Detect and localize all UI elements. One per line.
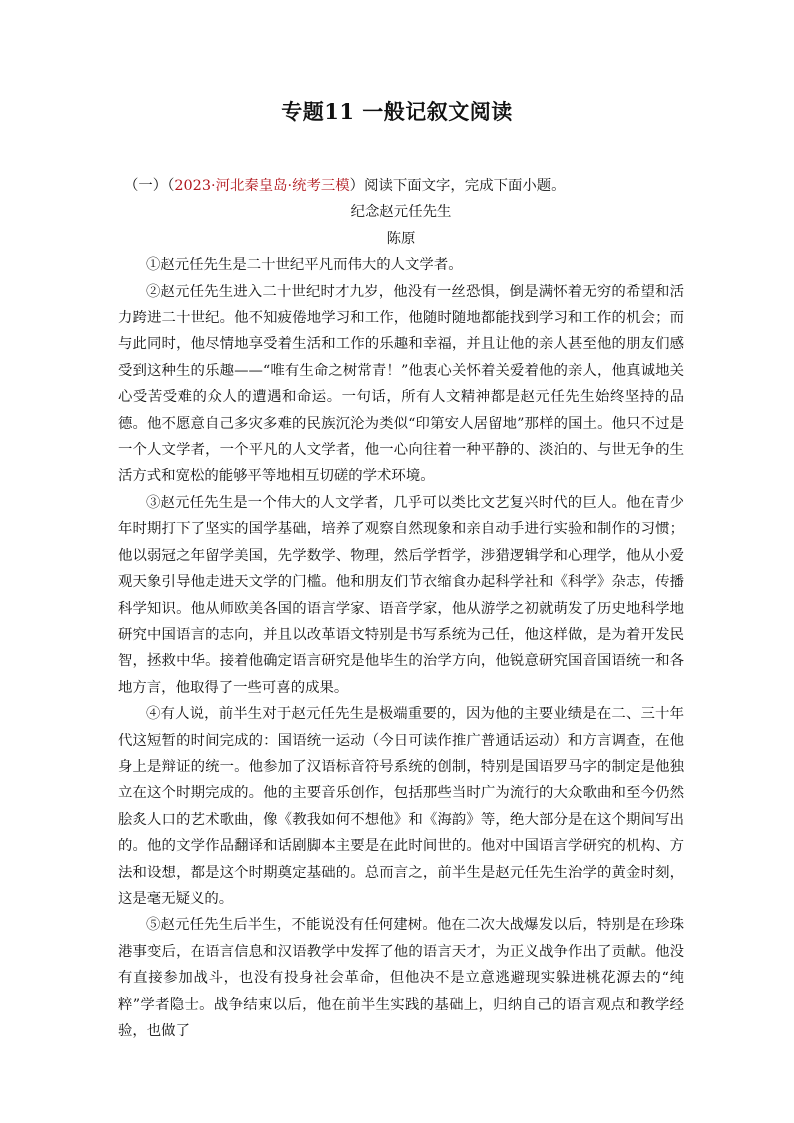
paragraph-1: ①赵元任先生是二十世纪平凡而伟大的人文学者。 (146, 257, 463, 274)
paragraph-4: ④有人说，前半生对于赵元任先生是极端重要的，因为他的主要业绩是在二、三十年代这短暂的时间完成的：国语统一运动（今日可读作推广普通话运动）和方言调查，在他身上是辩证的统一。他参加了汉语标音符号系统的创制，特别是国语罗马字的制定是他独立在这个时期完成的。他的主要音乐创作，包括那些当时广为流行的大众歌曲和至今仍然脍炙人口的艺术歌曲，像《教我如何不想他》和《海韵》等，绝大部分是在这个期间写出的。他的文学作品翻译和话剧脚本主要是在此时间世的。他对中国语言学研究的机构、方法和设想，都是这个时期奠定基础的。总而言之，前半生是赵元任先生治学的黄金时刻，这是毫无疑义的。 (118, 706, 684, 907)
source-suffix: ）阅读下面文字，完成下面小题。 (349, 178, 566, 194)
article-title: 纪念赵元任先生 (350, 204, 452, 221)
page-title: 专题11 一般记叙文阅读 (281, 99, 513, 124)
paragraph-2: ②赵元任先生进入二十世纪时才九岁，他没有一丝恐惧，倒是满怀着无穷的希望和活力跨进二十世纪。他不知疲倦地学习和工作，他随时随地都能找到学习和工作的机会；而与此同时，他尽情地享受着生活和工作的乐趣和幸福，并且让他的亲人甚至他的朋友们感受到这种生的乐趣——“唯有生命之树常青！”他衷心关怀着关爱着他的亲人，他真诚地关心受苦受难的众人的遭遇和命运。一句话，所有人文精神都是赵元任先生始终坚持的品德。他不愿意自己多灾多难的民族沉沦为类似“印第安人居留地”那样的国土。他只不过是一个人文学者，一个平凡的人文学者，他一心向往着一种平静的、淡泊的、与世无争的生活方式和宽松的能够平等地相互切磋的学术环境。 (118, 283, 684, 485)
article-body (118, 173, 684, 1044)
source-tag: 2023·河北秦皇岛·统考三模 (174, 178, 350, 194)
question-source (118, 173, 684, 199)
paragraph-5: ⑤赵元任先生后半生，不能说没有任何建树。他在二次大战爆发以后，特别是在珍珠港事变后，在语言信息和汉语教学中发挥了他的语言天才，为正义战争作出了贡献。他没有直接参加战斗，也没有投身社会革命，但他决不是立意逃避现实躲进桃花源去的“纯粹”学者隐士。战争结束以后，他在前半生实践的基础上，归纳自己的语言观点和教学经验，也做了 (118, 917, 684, 1039)
source-prefix: （一）（ (124, 178, 175, 194)
paragraph-3: ③赵元任先生是一个伟大的人文学者，几乎可以类比文艺复兴时代的巨人。他在青少年时期打下了坚实的国学基础，培养了观察自然现象和亲自动手进行实验和制作的习惯；他以弱冠之年留学美国，先学数学、物理，然后学哲学，涉猎逻辑学和心理学，他从小爱观天象引导他走进天文学的门槛。他和朋友们节衣缩食办起科学社和《科学》杂志，传播科学知识。他从师欧美各国的语言学家、语音学家，他从游学之初就萌发了历史地科学地研究中国语言的志向，并且以改革语文特别是书写系统为己任，他这样做，是为着开发民智，拯救中华。接着他确定语言研究是他毕生的治学方向，他锐意研究国音国语统一和各地方言，他取得了一些可喜的成果。 (118, 494, 684, 696)
article-author: 陈原 (386, 230, 416, 247)
